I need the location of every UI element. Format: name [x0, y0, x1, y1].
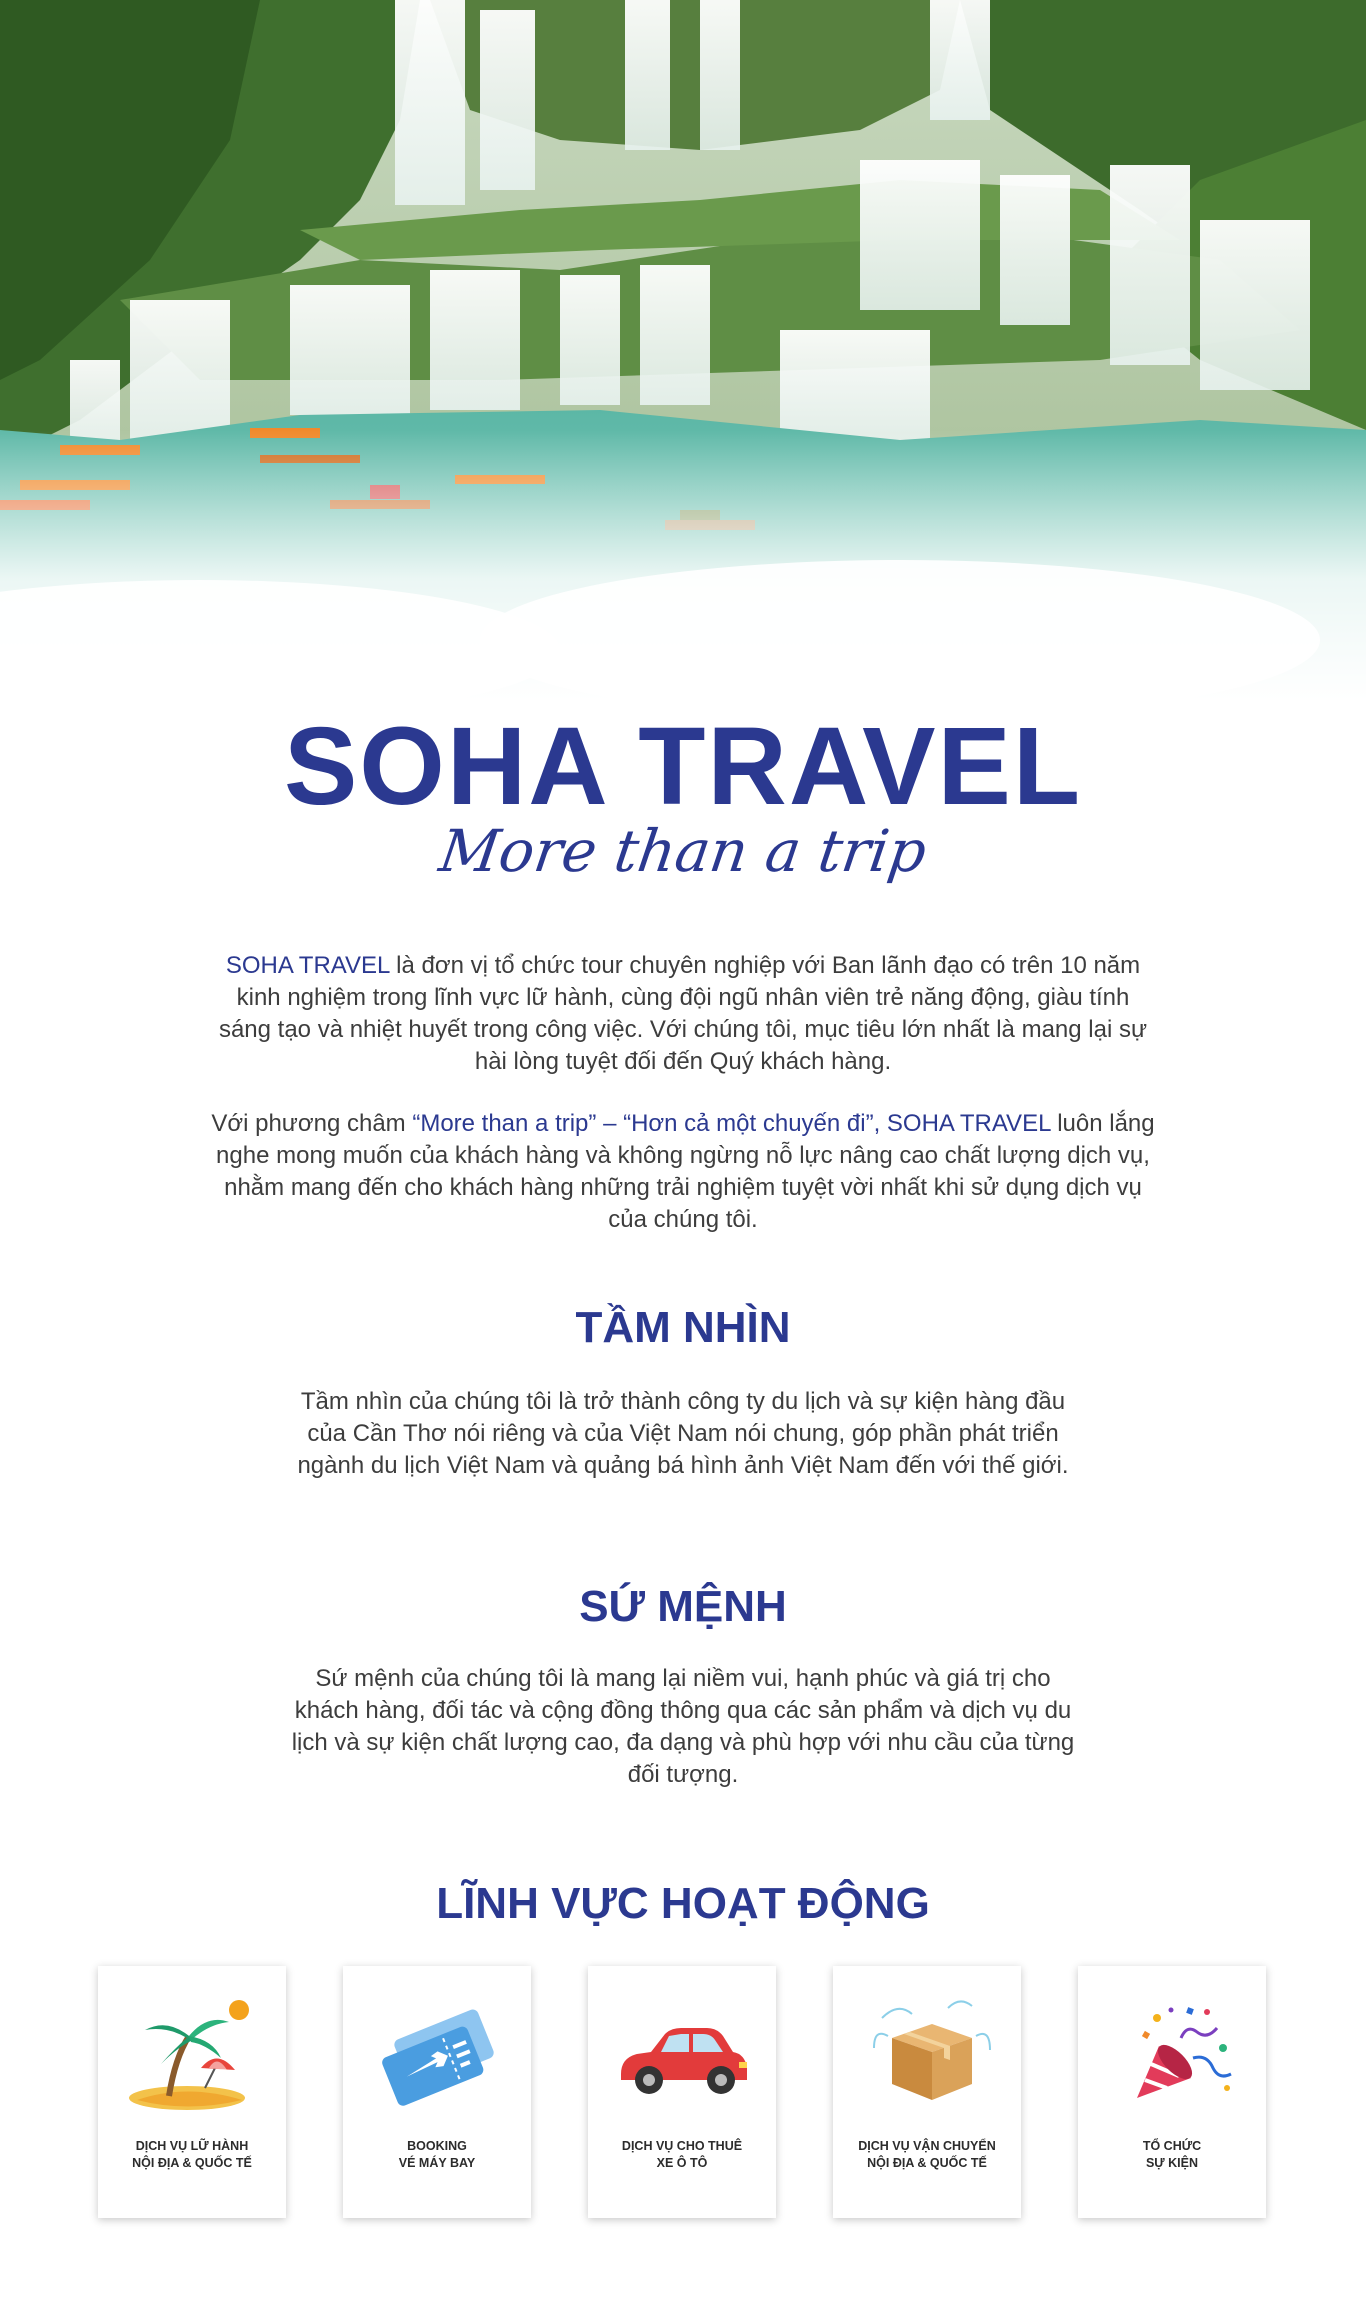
flight-ticket-icon [362, 1988, 512, 2118]
label-line-2: VÉ MÁY BAY [398, 2156, 476, 2170]
intro-paragraph-1 [210, 950, 1156, 1078]
intro-text-1: là đơn vị tổ chức tour chuyên nghiệp với Ban lãnh đạo có trên 10 năm kinh nghiệm trong lĩnh vực lữ hành, cùng đội ngũ nhân viên trẻ năng động, giàu tính sáng tạo và nhiệt huyết trong công việc. Với chúng tôi, mục tiêu lớn nhất là mang lại sự hài lòng tuyệt đối đến Quý khách hàng. [218, 952, 1148, 1075]
party-popper-icon [1097, 1988, 1247, 2118]
mission-text: Sứ mệnh của chúng tôi là mang lại niềm vui, hạnh phúc và giá trị cho khách hàng, đối tác và cộng đồng thông qua các sản phẩm và dịch vụ du lịch và sự kiện chất lượng cao, đa dạng và phù hợp với nhu cầu của từng đối tượng. [291, 1665, 1075, 1788]
service-card-shipping[interactable] [833, 1966, 1021, 2218]
parcel-box-icon [852, 1988, 1002, 2118]
waterfall-illustration [0, 0, 1366, 700]
intro-brand-highlight: SOHA TRAVEL [225, 952, 390, 979]
label-line-1: BOOKING [407, 2139, 467, 2153]
label-line-1: TỔ CHỨC [1142, 2139, 1202, 2153]
intro-motto-highlight: “More than a trip” – “Hơn cả một chuyến đi”, SOHA TRAVEL [412, 1110, 1051, 1137]
service-card-tour[interactable] [98, 1966, 286, 2218]
vision-title: TẦM NHÌN [575, 1303, 791, 1352]
car-icon [607, 1988, 757, 2118]
fields-title: LĨNH VỰC HOẠT ĐỘNG [436, 1879, 930, 1928]
service-card-label [351, 2138, 523, 2172]
label-line-2: SỰ KIỆN [1145, 2156, 1199, 2170]
service-card-car-rental[interactable] [588, 1966, 776, 2218]
label-line-2: NỘI ĐỊA & QUỐC TẾ [132, 2156, 252, 2170]
mission-title: SỨ MỆNH [579, 1582, 787, 1631]
label-line-2: XE Ô TÔ [656, 2156, 708, 2170]
vision-text: Tầm nhìn của chúng tôi là trở thành công ty du lịch và sự kiện hàng đầu của Cần Thơ nói riêng và của Việt Nam nói chung, góp phần phát triển ngành du lịch Việt Nam và quảng bá hình ảnh Việt Nam đến với thế giới. [297, 1388, 1069, 1479]
intro-paragraph-2 [210, 1108, 1156, 1236]
service-card-label [1086, 2138, 1258, 2172]
label-line-2: NỘI ĐỊA & QUỐC TẾ [867, 2156, 987, 2170]
brand-title: SOHA TRAVEL [283, 705, 1083, 828]
label-line-1: DỊCH VỤ LỮ HÀNH [135, 2139, 249, 2153]
service-card-flight-booking[interactable] [343, 1966, 531, 2218]
hero-waterfall-image [0, 0, 1366, 700]
intro-text-2: luôn lắng nghe mong muốn của khách hàng và không ngừng nỗ lực nâng cao chất lượng dịch vụ, nhằm mang đến cho khách hàng những trải nghiệm tuyệt vời nhất khi sử dụng dịch vụ của chúng tôi. [216, 1110, 1155, 1233]
service-card-label [106, 2138, 278, 2172]
label-line-1: DỊCH VỤ VẬN CHUYỂN [858, 2139, 996, 2153]
service-card-events[interactable] [1078, 1966, 1266, 2218]
intro-prefix-2: Với phương châm [211, 1110, 413, 1137]
service-card-label [596, 2138, 768, 2172]
service-card-label [841, 2138, 1013, 2172]
service-cards [98, 1966, 1268, 2220]
label-line-1: DỊCH VỤ CHO THUÊ [621, 2139, 743, 2153]
brand-tagline: More than a trip [435, 817, 931, 885]
island-palm-icon [117, 1988, 267, 2118]
